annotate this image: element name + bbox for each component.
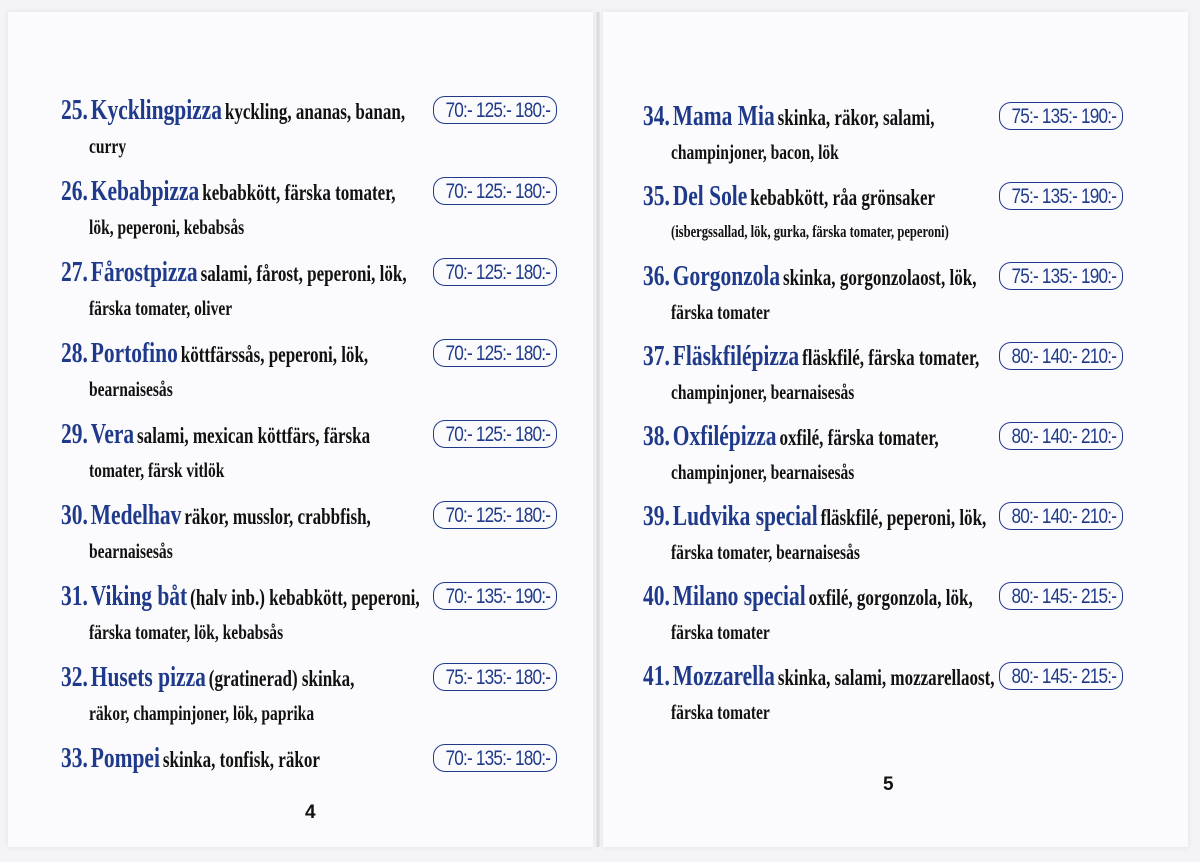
item-description-continued: räkor, champinjoner, lök, paprika <box>89 701 315 725</box>
item-name: Kebabpizza <box>90 175 200 207</box>
menu-item-heading <box>643 260 976 293</box>
price-text: 75:- 135:- 190:- <box>1011 105 1117 128</box>
price-text: 70:- 135:- 180:- <box>445 747 551 770</box>
menu-item-heading <box>643 340 979 373</box>
item-description-continued: champinjoner, bearnaisesås <box>671 460 855 484</box>
price-text: 70:- 125:- 180:- <box>445 504 551 527</box>
item-name: Del Sole <box>672 180 748 212</box>
price-text: 75:- 135:- 190:- <box>1011 265 1117 288</box>
item-description-continued: färska tomater <box>671 300 770 324</box>
item-description: salami, fårost, peperoni, lök, <box>200 261 407 286</box>
price-badge <box>433 339 557 367</box>
item-number: 35. <box>643 180 670 212</box>
item-description-continued: färska tomater, bearnaisesås <box>671 540 860 564</box>
item-number: 30. <box>61 499 88 531</box>
menu-item-heading <box>643 500 986 533</box>
item-description-continued: lök, peperoni, kebabsås <box>89 215 245 239</box>
menu-item-heading <box>61 337 368 370</box>
price-text: 70:- 125:- 180:- <box>445 99 551 122</box>
price-badge <box>433 177 557 205</box>
item-number: 32. <box>61 661 88 693</box>
item-name: Fläskfilépizza <box>672 340 800 372</box>
menu-item-line <box>643 100 1037 136</box>
right-page <box>603 12 1188 847</box>
price-text: 70:- 125:- 180:- <box>445 180 551 203</box>
menu-item-heading <box>643 100 935 133</box>
menu-item-heading <box>61 661 354 694</box>
page-number-right: 5 <box>883 774 894 795</box>
item-name: Milano special <box>672 580 806 612</box>
price-text: 75:- 135:- 190:- <box>1011 185 1117 208</box>
item-number: 28. <box>61 337 88 369</box>
price-badge <box>999 182 1123 210</box>
menu-item-line <box>61 499 480 535</box>
item-number: 36. <box>643 260 670 292</box>
item-description: fläskfilé, färska tomater, <box>802 345 980 370</box>
price-text: 80:- 145:- 215:- <box>1011 665 1117 688</box>
item-number: 41. <box>643 660 670 692</box>
menu-item-heading <box>61 418 370 451</box>
price-badge <box>433 96 557 124</box>
item-description: skinka, gorgonzolaost, lök, <box>783 265 977 290</box>
price-text: 80:- 140:- 210:- <box>1011 345 1117 368</box>
item-description: kebabkött, råa grönsaker <box>750 185 936 210</box>
item-description: kebabkött, färska tomater, <box>202 180 396 205</box>
price-badge <box>433 420 557 448</box>
price-text: 80:- 140:- 210:- <box>1011 505 1117 528</box>
item-description-continued: bearnaisesås <box>89 539 173 563</box>
item-description: skinka, salami, mozzarellaost, <box>777 665 995 690</box>
item-description-continued: champinjoner, bacon, lök <box>671 140 839 164</box>
item-name: Mama Mia <box>672 100 775 132</box>
price-badge <box>433 501 557 529</box>
menu-item-heading <box>61 580 420 613</box>
item-description-continued: färska tomater <box>671 700 770 724</box>
item-description: oxfilé, färska tomater, <box>779 425 939 450</box>
price-badge <box>999 102 1123 130</box>
price-text: 80:- 145:- 215:- <box>1011 585 1117 608</box>
item-description-continued: curry <box>89 134 127 158</box>
item-name: Portofino <box>90 337 178 369</box>
item-description: salami, mexican köttfärs, färska <box>137 423 371 448</box>
price-badge <box>999 662 1123 690</box>
item-number: 27. <box>61 256 88 288</box>
price-text: 80:- 140:- 210:- <box>1011 425 1117 448</box>
price-text: 70:- 125:- 180:- <box>445 261 551 284</box>
price-badge <box>433 663 557 691</box>
menu-item-line <box>61 742 411 778</box>
menu-item-line <box>61 661 458 697</box>
item-description-continued: färska tomater, oliver <box>89 296 233 320</box>
menu-item-heading <box>643 660 995 693</box>
item-number: 26. <box>61 175 88 207</box>
menu-item-heading <box>61 175 395 208</box>
menu-item-heading <box>643 420 939 453</box>
menu-item-heading <box>643 180 935 213</box>
item-description: (halv inb.) kebabkött, peperoni, <box>190 585 420 610</box>
price-badge <box>433 744 557 772</box>
item-name: Kycklingpizza <box>90 94 222 126</box>
left-page <box>8 12 593 847</box>
menu-item-line <box>61 418 479 454</box>
item-description-continued: bearnaisesås <box>89 377 173 401</box>
item-name: Ludvika special <box>672 500 818 532</box>
item-name: Mozzarella <box>672 660 775 692</box>
item-name: Viking båt <box>90 580 188 612</box>
item-description-continued: champinjoner, bearnaisesås <box>671 380 855 404</box>
page-number-left: 4 <box>305 802 316 823</box>
menu-item-line <box>61 337 476 373</box>
item-number: 38. <box>643 420 670 452</box>
item-name: Medelhav <box>90 499 182 531</box>
item-description-continued: tomater, färsk vitlök <box>89 458 225 482</box>
item-description: köttfärssås, peperoni, lök, <box>180 342 369 367</box>
item-name: Vera <box>90 418 135 450</box>
price-badge <box>433 258 557 286</box>
item-number: 29. <box>61 418 88 450</box>
item-description: oxfilé, gorgonzola, lök, <box>808 585 973 610</box>
price-badge <box>999 422 1123 450</box>
item-name: Gorgonzola <box>672 260 781 292</box>
price-badge <box>433 582 557 610</box>
item-description: skinka, tonfisk, räkor <box>162 747 320 772</box>
item-description: kyckling, ananas, banan, <box>224 99 406 124</box>
item-description: skinka, räkor, salami, <box>777 105 935 130</box>
item-number: 40. <box>643 580 670 612</box>
menu-item-heading <box>643 580 973 613</box>
price-badge <box>999 502 1123 530</box>
item-description-continued: färska tomater, lök, kebabsås <box>89 620 284 644</box>
item-name: Oxfilépizza <box>672 420 777 452</box>
price-badge <box>999 262 1123 290</box>
item-number: 39. <box>643 500 670 532</box>
menu-item-heading <box>61 742 320 775</box>
item-number: 25. <box>61 94 88 126</box>
item-name: Husets pizza <box>90 661 206 693</box>
price-badge <box>999 342 1123 370</box>
item-number: 34. <box>643 100 670 132</box>
price-text: 70:- 135:- 190:- <box>445 585 551 608</box>
item-number: 37. <box>643 340 670 372</box>
menu-item-line <box>643 180 1038 216</box>
item-name: Fårostpizza <box>90 256 198 288</box>
price-text: 75:- 135:- 180:- <box>445 666 551 689</box>
menu-item-heading <box>61 256 407 289</box>
item-number: 31. <box>61 580 88 612</box>
item-description: fläskfilé, peperoni, lök, <box>820 505 987 530</box>
item-description-continued: (isbergssallad, lök, gurka, färska tomater, peperoni) <box>671 222 949 241</box>
item-description: räkor, musslor, crabbfish, <box>184 504 371 529</box>
center-fold <box>596 12 600 847</box>
item-number: 33. <box>61 742 88 774</box>
price-text: 70:- 125:- 180:- <box>445 423 551 446</box>
menu-item-heading <box>61 499 371 532</box>
menu-item-heading <box>61 94 405 127</box>
item-description-continued: färska tomater <box>671 620 770 644</box>
item-description: (gratinerad) skinka, <box>208 666 355 691</box>
price-badge <box>999 582 1123 610</box>
price-text: 70:- 125:- 180:- <box>445 342 551 365</box>
menu-item-line <box>643 420 1042 456</box>
item-name: Pompei <box>90 742 160 774</box>
